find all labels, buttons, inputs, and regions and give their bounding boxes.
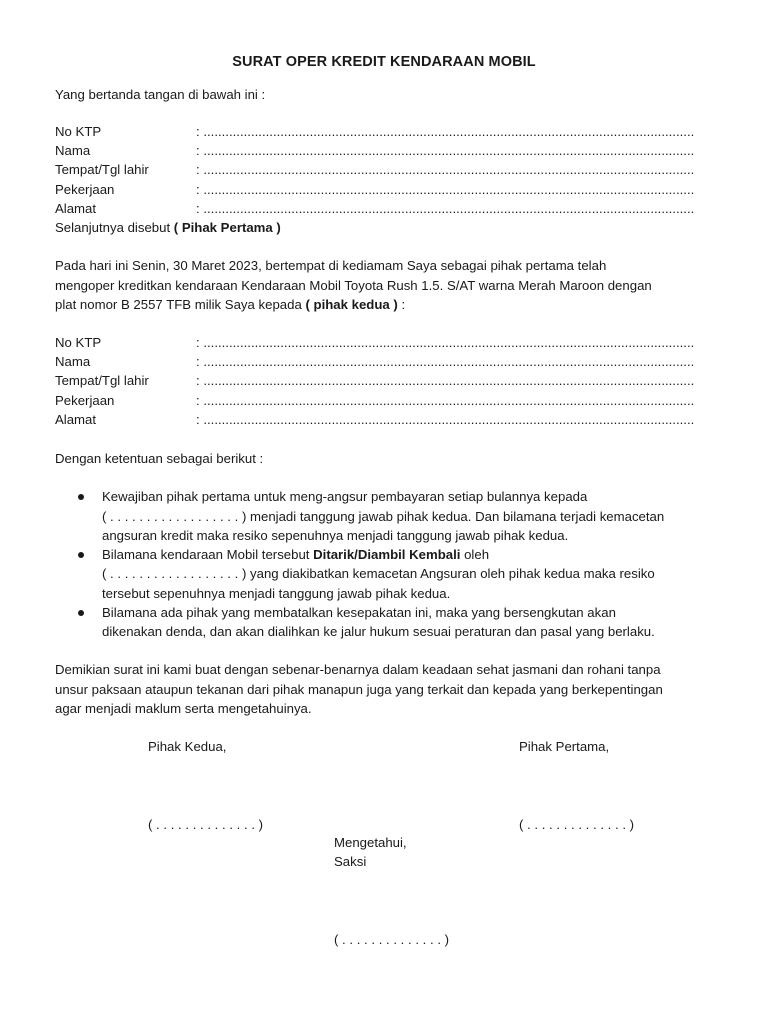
field-value-pekerjaan: : ...................................................................................................................................... — [196, 182, 695, 197]
statement-line-3-suffix: : — [397, 297, 406, 312]
closing-line-3: agar menjadi maklum serta mengetahuinya. — [55, 701, 312, 716]
field-label-no-ktp: No KTP — [55, 124, 102, 139]
designation-text: Selanjutnya disebut — [55, 220, 174, 235]
intro-text: Yang bertanda tangan di bawah ini : — [55, 87, 266, 102]
witness-label-saksi: Saksi — [334, 854, 367, 869]
second-party-signature-label: Pihak Kedua, — [148, 739, 227, 754]
field-value-pekerjaan-2: : ...................................................................................................................................... — [196, 393, 695, 408]
term-2-bold: Ditarik/Diambil Kembali — [313, 547, 461, 562]
bullet-icon — [78, 494, 84, 500]
field-label-tempat-tgl-lahir-2: Tempat/Tgl lahir — [55, 373, 149, 388]
witness-label-mengetahui: Mengetahui, — [334, 835, 407, 850]
field-label-no-ktp-2: No KTP — [55, 335, 102, 350]
first-party-signature-label: Pihak Pertama, — [519, 739, 610, 754]
second-party-signature-blank: ( . . . . . . . . . . . . . . ) — [148, 817, 264, 832]
term-3-line-2: dikenakan denda, dan akan dialihkan ke jalur hukum sesuai peraturan dan pasal yang berlaku. — [102, 624, 655, 639]
statement-line-3-bold: ( pihak kedua ) — [305, 297, 398, 312]
field-value-tempat-tgl-lahir-2: : ...................................................................................................................................... — [196, 373, 695, 388]
field-value-no-ktp-2: : ...................................................................................................................................... — [196, 335, 695, 350]
field-value-alamat: : ...................................................................................................................................... — [196, 201, 695, 216]
field-label-tempat-tgl-lahir: Tempat/Tgl lahir — [55, 162, 149, 177]
field-value-tempat-tgl-lahir: : ...................................................................................................................................... — [196, 162, 695, 177]
term-2-line-1 — [102, 545, 489, 564]
statement-line-2: mengoper kreditkan kendaraan Kendaraan Mobil Toyota Rush 1.5. S/AT warna Merah Maroon dengan — [55, 278, 652, 293]
witness-signature-blank: ( . . . . . . . . . . . . . . ) — [334, 932, 450, 947]
document-title: SURAT OPER KREDIT KENDARAAN MOBIL — [232, 54, 536, 70]
field-label-alamat-2: Alamat — [55, 412, 97, 427]
field-value-no-ktp: : ...................................................................................................................................... — [196, 124, 695, 139]
field-value-nama: : ...................................................................................................................................... — [196, 143, 695, 158]
field-value-nama-2: : ...................................................................................................................................... — [196, 354, 695, 369]
statement-line-1: Pada hari ini Senin, 30 Maret 2023, bertempat di kediamam Saya sebagai pihak pertama telah — [55, 258, 607, 273]
field-label-pekerjaan-2: Pekerjaan — [55, 393, 115, 408]
first-party-signature-blank: ( . . . . . . . . . . . . . . ) — [519, 817, 635, 832]
term-2-text: Bilamana kendaraan Mobil tersebut — [102, 547, 314, 562]
field-label-pekerjaan: Pekerjaan — [55, 182, 115, 197]
bullet-icon — [78, 552, 84, 558]
term-3-line-1: Bilamana ada pihak yang membatalkan kesepakatan ini, maka yang bersengkutan akan — [102, 605, 616, 620]
term-2-line-3: tersebut sepenuhnya menjadi tanggung jawab pihak kedua. — [102, 586, 451, 601]
term-2-suffix: oleh — [460, 547, 490, 562]
closing-line-2: unsur paksaan ataupun tekanan dari pihak manapun juga yang terkait dan kepada yang berkepentingan — [55, 682, 663, 697]
term-2-line-2: ( . . . . . . . . . . . . . . . . . . ) yang diakibatkan kemacetan Angsuran oleh pihak kedua maka resiko — [102, 566, 655, 581]
field-label-nama-2: Nama — [55, 354, 91, 369]
first-party-designation — [55, 218, 281, 237]
term-1-line-3: angsuran kredit maka resiko sepenuhnya menjadi tanggung jawab pihak kedua. — [102, 528, 569, 543]
field-label-nama: Nama — [55, 143, 91, 158]
statement-line-3-text: plat nomor B 2557 TFB milik Saya kepada — [55, 297, 306, 312]
term-1-line-2: ( . . . . . . . . . . . . . . . . . . ) menjadi tanggung jawab pihak kedua. Dan bilamana terjadi kemacetan — [102, 509, 665, 524]
field-label-alamat: Alamat — [55, 201, 97, 216]
bullet-icon — [78, 610, 84, 616]
closing-line-1: Demikian surat ini kami buat dengan sebenar-benarnya dalam keadaan sehat jasmani dan rohani tanpa — [55, 662, 661, 677]
designation-bold: ( Pihak Pertama ) — [173, 220, 281, 235]
term-1-line-1: Kewajiban pihak pertama untuk meng-angsur pembayaran setiap bulannya kepada — [102, 489, 588, 504]
statement-line-3 — [55, 295, 405, 314]
field-value-alamat-2: : ...................................................................................................................................... — [196, 412, 695, 427]
terms-intro: Dengan ketentuan sebagai berikut : — [55, 451, 264, 466]
